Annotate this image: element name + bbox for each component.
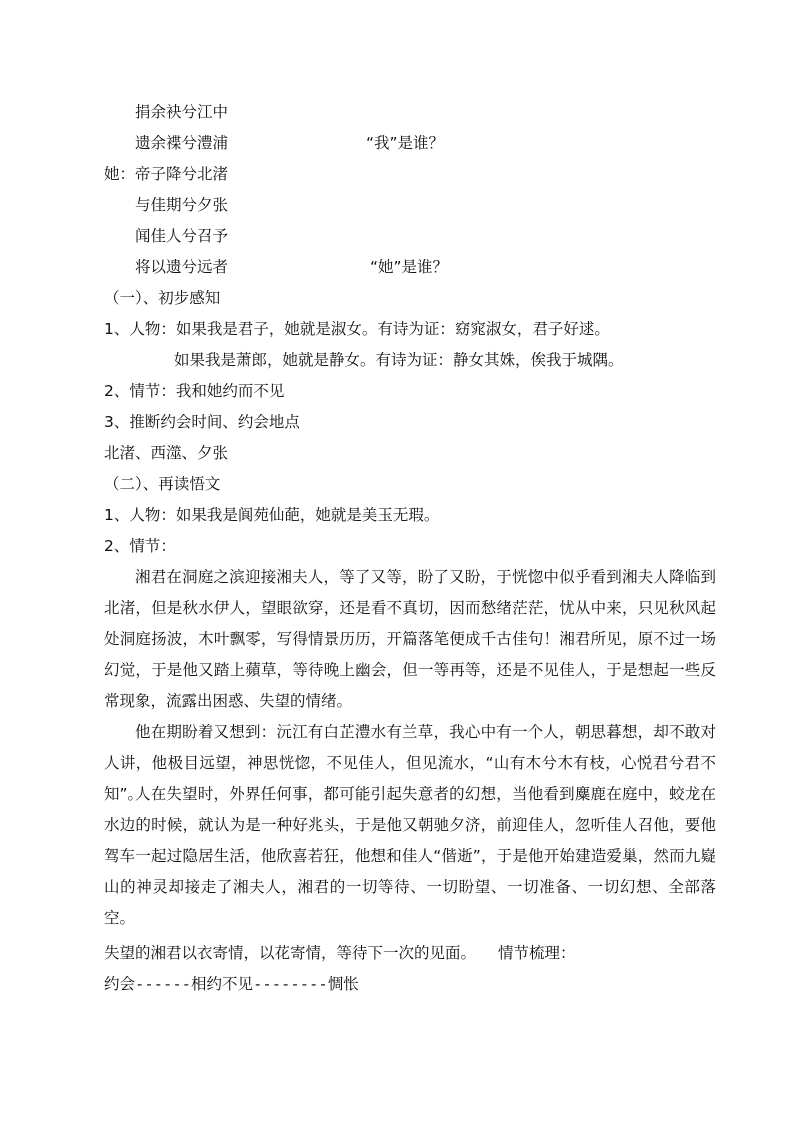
poem-line-3: 帝子降兮北渚: [135, 165, 229, 183]
section-2-item-1: 1、人物：如果我是阆苑仙葩，她就是美玉无瑕。: [104, 506, 440, 524]
section-1-item-2: 2、情节：我和她约而不见: [104, 382, 285, 400]
plot-summary-label: 情节梳理：: [498, 944, 576, 962]
poem-line-5: 闻佳人兮召予: [135, 227, 229, 245]
poem-line-2: 遗余褋兮澧浦: [135, 134, 229, 152]
question-who-is-she: “她”是谁？: [370, 258, 449, 276]
plot-flow-date: 约会: [104, 975, 136, 993]
poem-line-4: 与佳期兮夕张: [135, 196, 229, 214]
section-1-heading: （一）、初步感知: [104, 289, 221, 307]
closing-sentence: 失望的湘君以衣寄情，以花寄情，等待下一次的见面。: [104, 944, 477, 962]
section-2-item-2: 2、情节：: [104, 537, 176, 555]
section-1-item-1: 1、人物：如果我是君子，她就是淑女。有诗为证：窈窕淑女，君子好逑。: [104, 320, 610, 338]
section-1-item-3: 3、推断约会时间、约会地点: [104, 413, 300, 431]
body-paragraph-3: 人在失望时，外界任何事，都可能引起失意者的幻想，当他看到麋鹿在庭中，蛟龙在水边的时候，就认为是一种好兆头，于是他又朝驰夕济，前迎佳人，忽听佳人召他，要他驾车一起过隐居生活，他欣喜若狂，他想和佳人“偕逝”，于是他开始建造爱巢，然而九嶷山的神灵却接走了湘夫人，湘君的一切等待、一切盼望、一切准备、一切幻想、全部落空。: [104, 785, 716, 927]
body-paragraph-1: 湘君在洞庭之滨迎接湘夫人，等了又等，盼了又盼，于恍惚中似乎看到湘夫人降临到北渚，但是秋水伊人，望眼欲穿，还是看不真切，因而愁绪茫茫，忧从中来，只见秋风起处洞庭扬波，木叶飘零，写得情景历历，开篇落笔便成千古佳句！湘君所见，原不过一场幻觉，于是他又踏上蘋草，等待晚上幽会，但一等再等，还是不见佳人，于是想起一些反常现象，流露出困惑、失望的情绪。: [104, 568, 716, 710]
places-line: 北渚、西澨、夕张: [104, 444, 229, 462]
section-1-item-1b: 如果我是萧郎，她就是静女。有诗为证：静女其姝，俟我于城隅。: [174, 351, 624, 369]
closing-line: [104, 943, 576, 963]
she-label: 她：: [104, 165, 136, 183]
body-paragraph-2: 他在期盼着又想到：沅江有白芷澧水有兰草，我心中有一个人，朝思暮想，却不敢对人讲，他极目远望，神思恍惚，不见佳人，但见流水，“山有木兮木有枝，心悦君兮君不知”。: [104, 723, 716, 803]
poem-line-6: 将以遗兮远者: [135, 258, 229, 276]
question-who-is-me: “我”是谁？: [366, 134, 445, 152]
plot-flow-dash-2: --------: [253, 975, 328, 993]
plot-flow-dash-1: ------: [135, 975, 192, 993]
plot-flow: [104, 974, 359, 994]
poem-line-1: 捐余袂兮江中: [135, 103, 229, 121]
section-2-heading: （二）、再读悟文: [104, 475, 221, 493]
plot-flow-missed: 相约不见: [191, 975, 254, 993]
plot-flow-melancholy: 惆怅: [327, 975, 359, 993]
